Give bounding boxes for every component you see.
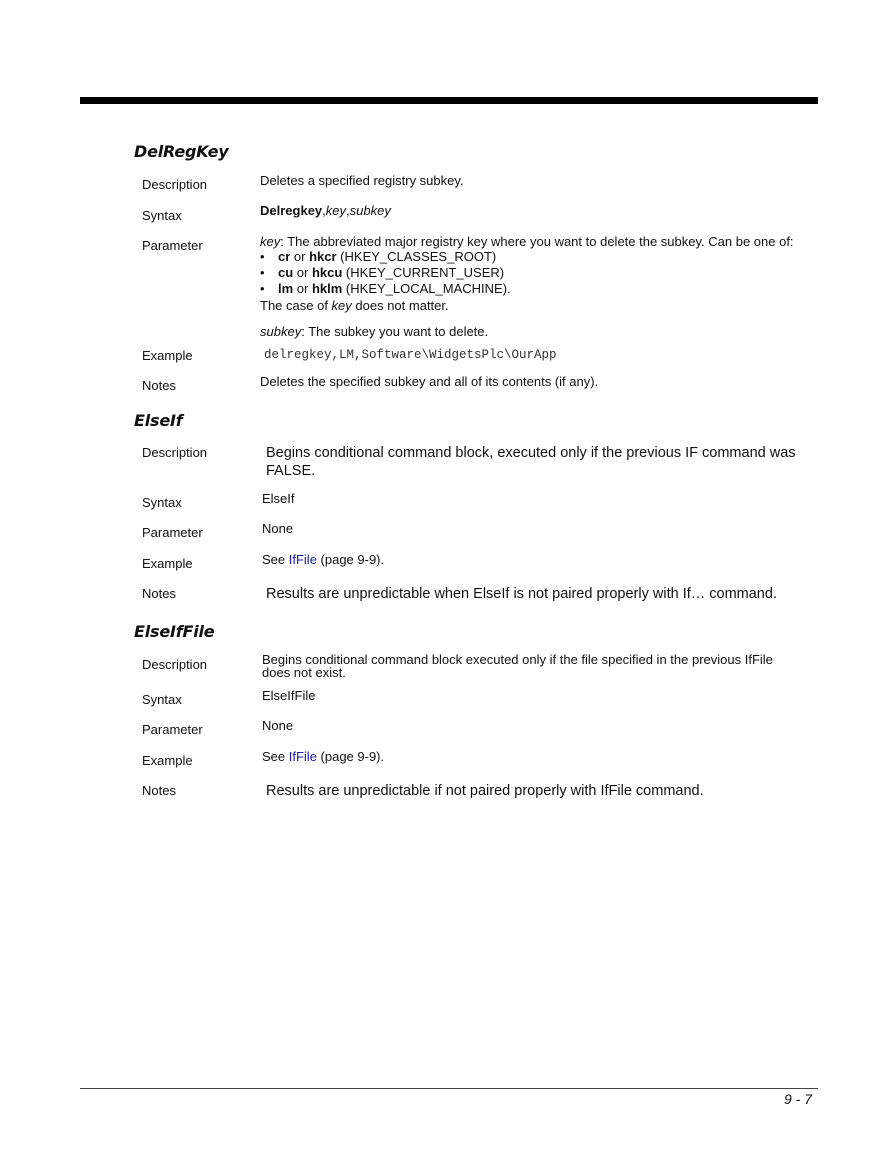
key-alias: hklm — [311, 281, 343, 296]
delregkey-parameter — [260, 234, 805, 339]
elseif-notes: Results are unpredictable when ElseIf is not paired properly with If… command. — [266, 586, 777, 602]
label-syntax: Syntax — [142, 495, 182, 510]
param-key-line — [260, 234, 805, 249]
elseif-example — [262, 552, 807, 567]
section-title-elseif: ElseIf — [134, 411, 183, 430]
delregkey-notes: Deletes the specified subkey and all of its contents (if any). — [260, 374, 599, 389]
elseif-description: Begins conditional command block, executed only if the previous IF command was FALSE. — [266, 445, 796, 479]
list-item — [260, 249, 805, 265]
key-desc: (HKEY_CURRENT_USER) — [342, 265, 505, 280]
delregkey-syntax — [260, 203, 805, 218]
key-desc: (HKEY_CLASSES_ROOT) — [336, 249, 497, 264]
bottom-rule — [80, 1088, 818, 1089]
or-text: or — [293, 281, 312, 296]
elseiffile-parameter: None — [262, 718, 294, 733]
example-pre: See — [262, 552, 289, 567]
registry-key-list — [260, 249, 805, 297]
label-syntax: Syntax — [142, 208, 182, 223]
page-number: 9 - 7 — [783, 1091, 812, 1107]
case-key: key — [331, 298, 352, 313]
elseiffile-description: Begins conditional command block executed only if the file specified in the previous IfFile does not exist. — [262, 652, 773, 680]
delregkey-example: delregkey,LM,Software\WidgetsPlc\OurApp — [264, 348, 557, 362]
label-parameter: Parameter — [142, 238, 203, 253]
or-text: or — [293, 265, 312, 280]
param-subkey-text: : The subkey you want to delete. — [301, 324, 489, 339]
label-parameter: Parameter — [142, 722, 203, 737]
elseiffile-example — [262, 749, 807, 764]
syntax-sep: , — [346, 203, 350, 218]
label-description: Description — [142, 657, 208, 672]
param-subkey-line — [260, 324, 805, 339]
example-pre: See — [262, 749, 289, 764]
example-post: (page 9-9). — [316, 552, 385, 567]
section-title-delregkey: DelRegKey — [134, 142, 229, 161]
label-example: Example — [142, 753, 193, 768]
list-item — [260, 281, 805, 297]
label-description: Description — [142, 177, 208, 192]
label-parameter: Parameter — [142, 525, 203, 540]
label-example: Example — [142, 348, 193, 363]
syntax-arg-key: key — [325, 203, 347, 218]
syntax-arg-subkey: subkey — [349, 203, 391, 218]
label-syntax: Syntax — [142, 692, 182, 707]
case-post: does not matter. — [351, 298, 449, 313]
key-short: cu — [278, 265, 294, 280]
label-example: Example — [142, 556, 193, 571]
key-desc: (HKEY_LOCAL_MACHINE). — [342, 281, 511, 296]
param-subkey-name: subkey — [260, 324, 302, 339]
elseiffile-syntax: ElseIfFile — [262, 688, 316, 703]
section-title-elseiffile: ElseIfFile — [134, 622, 215, 641]
elseif-parameter: None — [262, 521, 294, 536]
case-pre: The case of — [260, 298, 332, 313]
or-text: or — [290, 249, 310, 264]
param-key-name: key — [260, 234, 281, 249]
key-short: cr — [278, 249, 291, 264]
list-item — [260, 265, 805, 281]
key-alias: hkcu — [311, 265, 343, 280]
elseiffile-notes: Results are unpredictable if not paired properly with IfFile command. — [266, 783, 704, 799]
example-post: (page 9-9). — [316, 749, 385, 764]
top-rule — [80, 97, 818, 104]
syntax-sep: , — [322, 203, 326, 218]
elseif-syntax: ElseIf — [262, 491, 295, 506]
label-notes: Notes — [142, 586, 176, 601]
key-alias: hkcr — [309, 249, 337, 264]
param-case-line — [260, 298, 805, 313]
delregkey-description: Deletes a specified registry subkey. — [260, 173, 464, 188]
param-key-text: : The abbreviated major registry key where you want to delete the subkey. Can be one of: — [280, 234, 794, 249]
syntax-command: Delregkey — [260, 203, 323, 218]
iffile-link[interactable]: IfFile — [288, 552, 317, 567]
label-description: Description — [142, 445, 208, 460]
label-notes: Notes — [142, 378, 176, 393]
label-notes: Notes — [142, 783, 176, 798]
key-short: lm — [278, 281, 294, 296]
iffile-link[interactable]: IfFile — [288, 749, 317, 764]
